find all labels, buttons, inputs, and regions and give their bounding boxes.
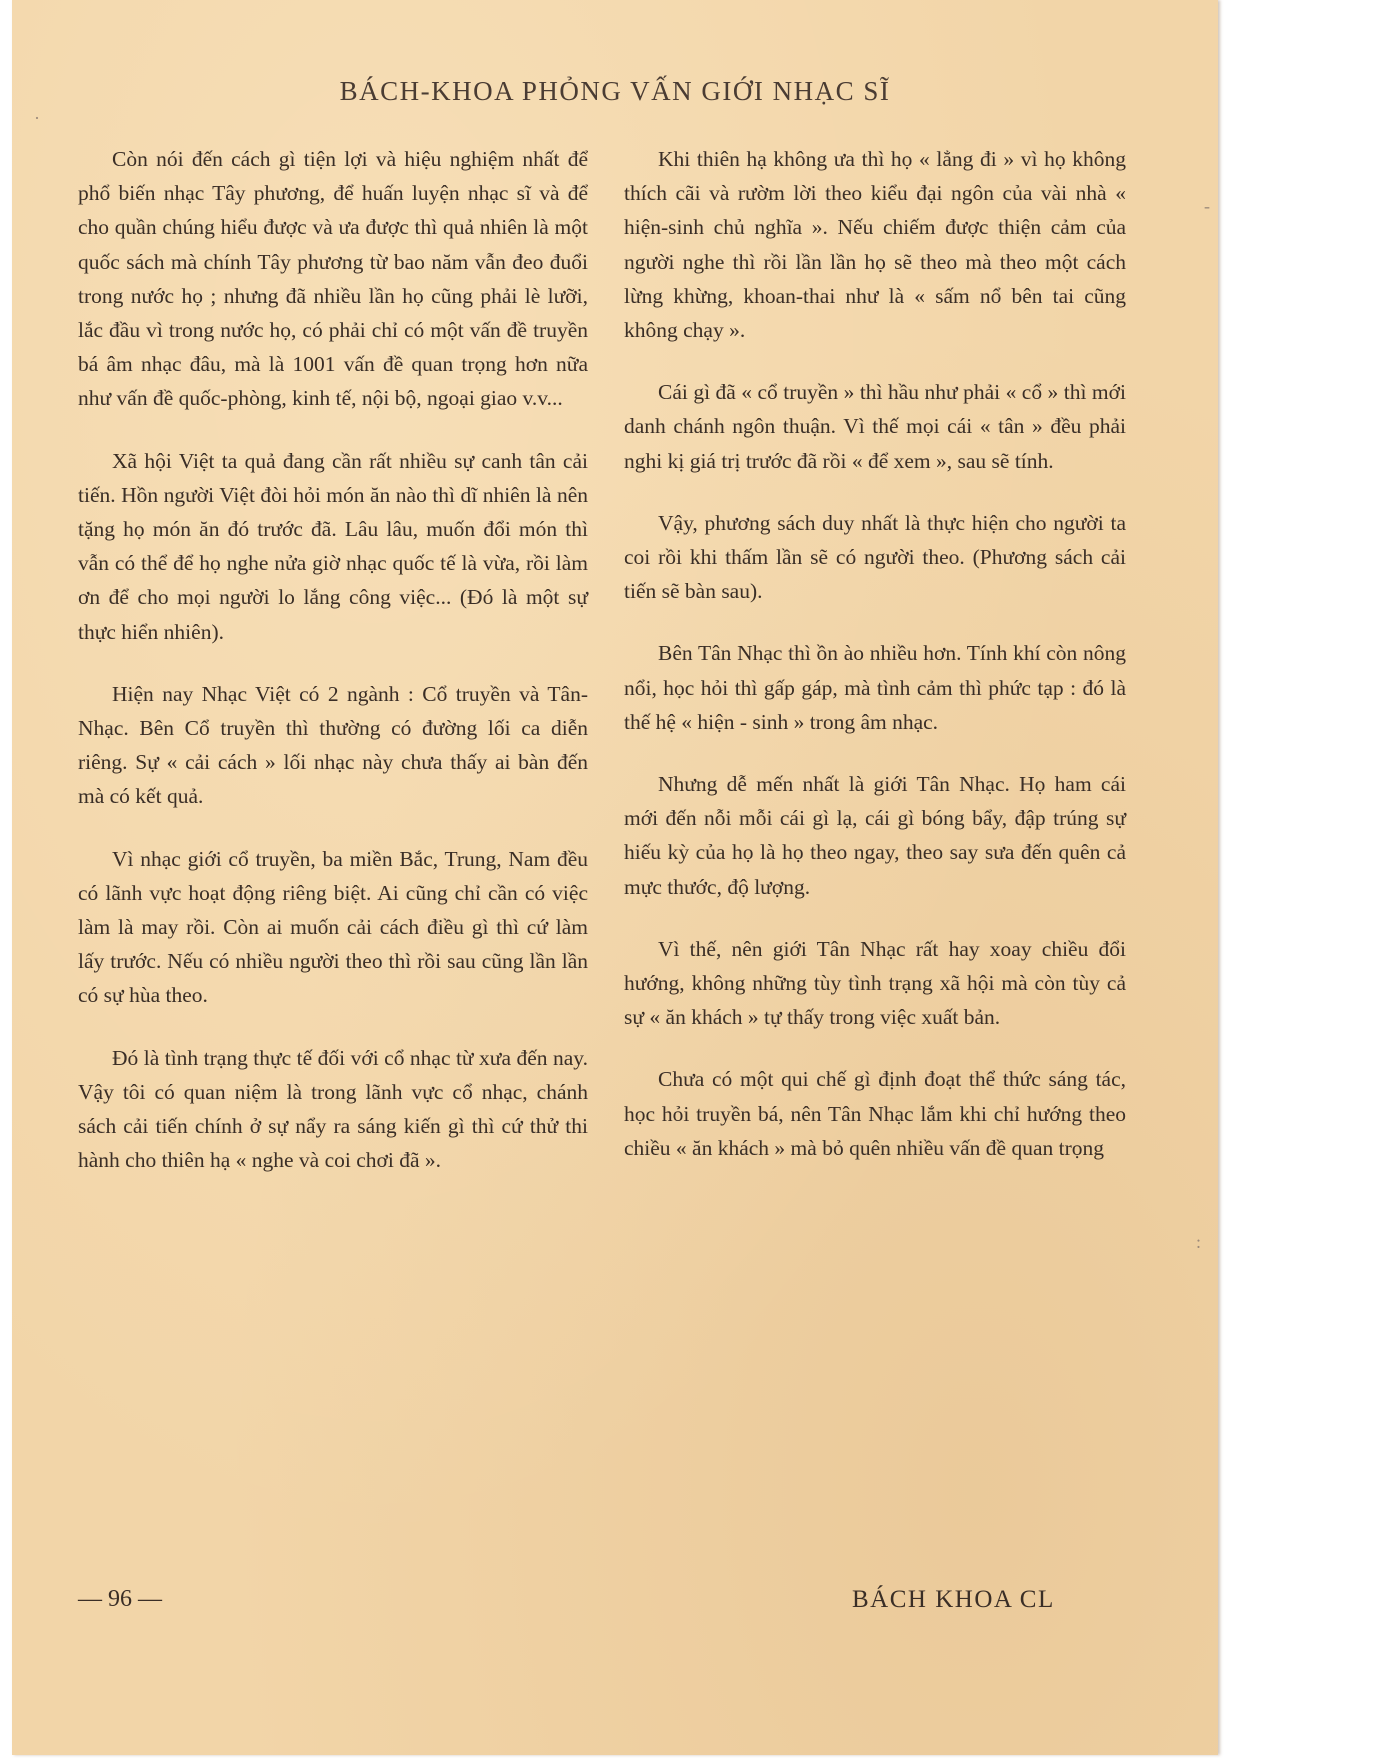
magazine-page (12, 0, 1218, 1755)
paragraph: Còn nói đến cách gì tiện lợi và hiệu nghiệm nhất để phổ biến nhạc Tây phương, để huấn luyện nhạc sĩ và để cho quần chúng hiểu được và ưa được thì quả nhiên là một quốc sách mà chính Tây phương từ bao năm vẫn đeo đuổi trong nước họ ; nhưng đã nhiều lần họ cũng phải lè lưỡi, lắc đầu vì trong nước họ, có phải chỉ có một vấn đề truyền bá âm nhạc đâu, mà là 1001 vấn đề quan trọng hơn nữa như vấn đề quốc-phòng, kinh tế, nội bộ, ngoại giao v.v... (78, 147, 588, 411)
paragraph: Nhưng dễ mến nhất là giới Tân Nhạc. Họ ham cái mới đến nỗi mỗi cái gì lạ, cái gì bóng bẩy, đập trúng sự hiếu kỳ của họ là họ theo ngay, theo say sưa đến quên cả mực thước, độ lượng. (624, 772, 1126, 899)
dust-speck-icon: · (34, 108, 40, 128)
right-column (624, 142, 1126, 1165)
paragraph: Bên Tân Nhạc thì ồn ào nhiều hơn. Tính khí còn nông nổi, học hỏi thì gấp gáp, mà tình cảm thì phức tạp : đó là thế hệ « hiện - sinh » trong âm nhạc. (624, 641, 1126, 734)
paragraph: Cái gì đã « cổ truyền » thì hầu như phải « cổ » thì mới danh chánh ngôn thuận. Vì thế mọi cái « tân » đều phải nghi kị giá trị trước đã rồi « để xem », sau sẽ tính. (624, 380, 1126, 473)
magazine-name: BÁCH KHOA CL (852, 1586, 1055, 1613)
paragraph: Khi thiên hạ không ưa thì họ « lẳng đi » vì họ không thích cãi và rườm lời theo kiểu đại ngôn của vài nhà « hiện-sinh chủ nghĩa ». Nếu chiếm được thiện cảm của người nghe thì rồi lần lần họ sẽ theo mà theo một cách lừng khừng, khoan-thai như là « sấm nổ bên tai cũng không chạy ». (624, 147, 1126, 343)
paragraph: Vì nhạc giới cổ truyền, ba miền Bắc, Trung, Nam đều có lãnh vực hoạt động riêng biệt. Ai cũng chỉ cần có việc làm là may rồi. Còn ai muốn cải cách điều gì thì cứ làm lấy trước. Nếu có nhiều người theo thì rồi sau cũng lần lần có sự hùa theo. (78, 846, 588, 1008)
paragraph: Hiện nay Nhạc Việt có 2 ngành : Cổ truyền và Tân-Nhạc. Bên Cổ truyền thì thường có đường lối ca diễn riêng. Sự « cải cách » lối nhạc này chưa thấy ai bàn đến mà có kết quả. (78, 681, 588, 809)
page-number: — 96 — (78, 1586, 162, 1612)
paragraph: Vậy, phương sách duy nhất là thực hiện cho người ta coi rồi khi thấm lần sẽ có người theo. (Phương sách cải tiến sẽ bàn sau). (624, 510, 1126, 604)
page-header-title: BÁCH-KHOA PHỎNG VẤN GIỚI NHẠC SĨ (339, 76, 891, 106)
dust-speck-icon: : (1196, 1232, 1202, 1252)
left-column (78, 142, 588, 1177)
paragraph: Xã hội Việt ta quả đang cần rất nhiều sự canh tân cải tiến. Hồn người Việt đòi hỏi món ăn nào thì dĩ nhiên là nên tặng họ món ăn đó trước đã. Lâu lâu, muốn đổi món thì vẫn có thể để họ nghe nửa giờ nhạc quốc tế là vừa, rồi làm ơn để cho mọi người lo lắng công việc... (Đó là một sự thực hiển nhiên). (78, 448, 588, 644)
dust-speck-icon: - (1204, 196, 1210, 216)
paragraph: Đó là tình trạng thực tế đối với cổ nhạc từ xưa đến nay. Vậy tôi có quan niệm là trong lãnh vực cổ nhạc, chánh sách cải tiến chính ở sự nẩy ra sáng kiến gì thì cứ thử thi hành cho thiên hạ « nghe và coi chơi đã ». (78, 1045, 588, 1173)
paragraph: Chưa có một qui chế gì định đoạt thể thức sáng tác, học hỏi truyền bá, nên Tân Nhạc lắm khi chỉ hướng theo chiều « ăn khách » mà bỏ quên nhiều vấn đề quan trọng (624, 1067, 1126, 1160)
paragraph: Vì thế, nên giới Tân Nhạc rất hay xoay chiều đổi hướng, không những tùy tình trạng xã hội mà còn tùy cả sự « ăn khách » tự thấy trong việc xuất bản. (624, 936, 1126, 1030)
